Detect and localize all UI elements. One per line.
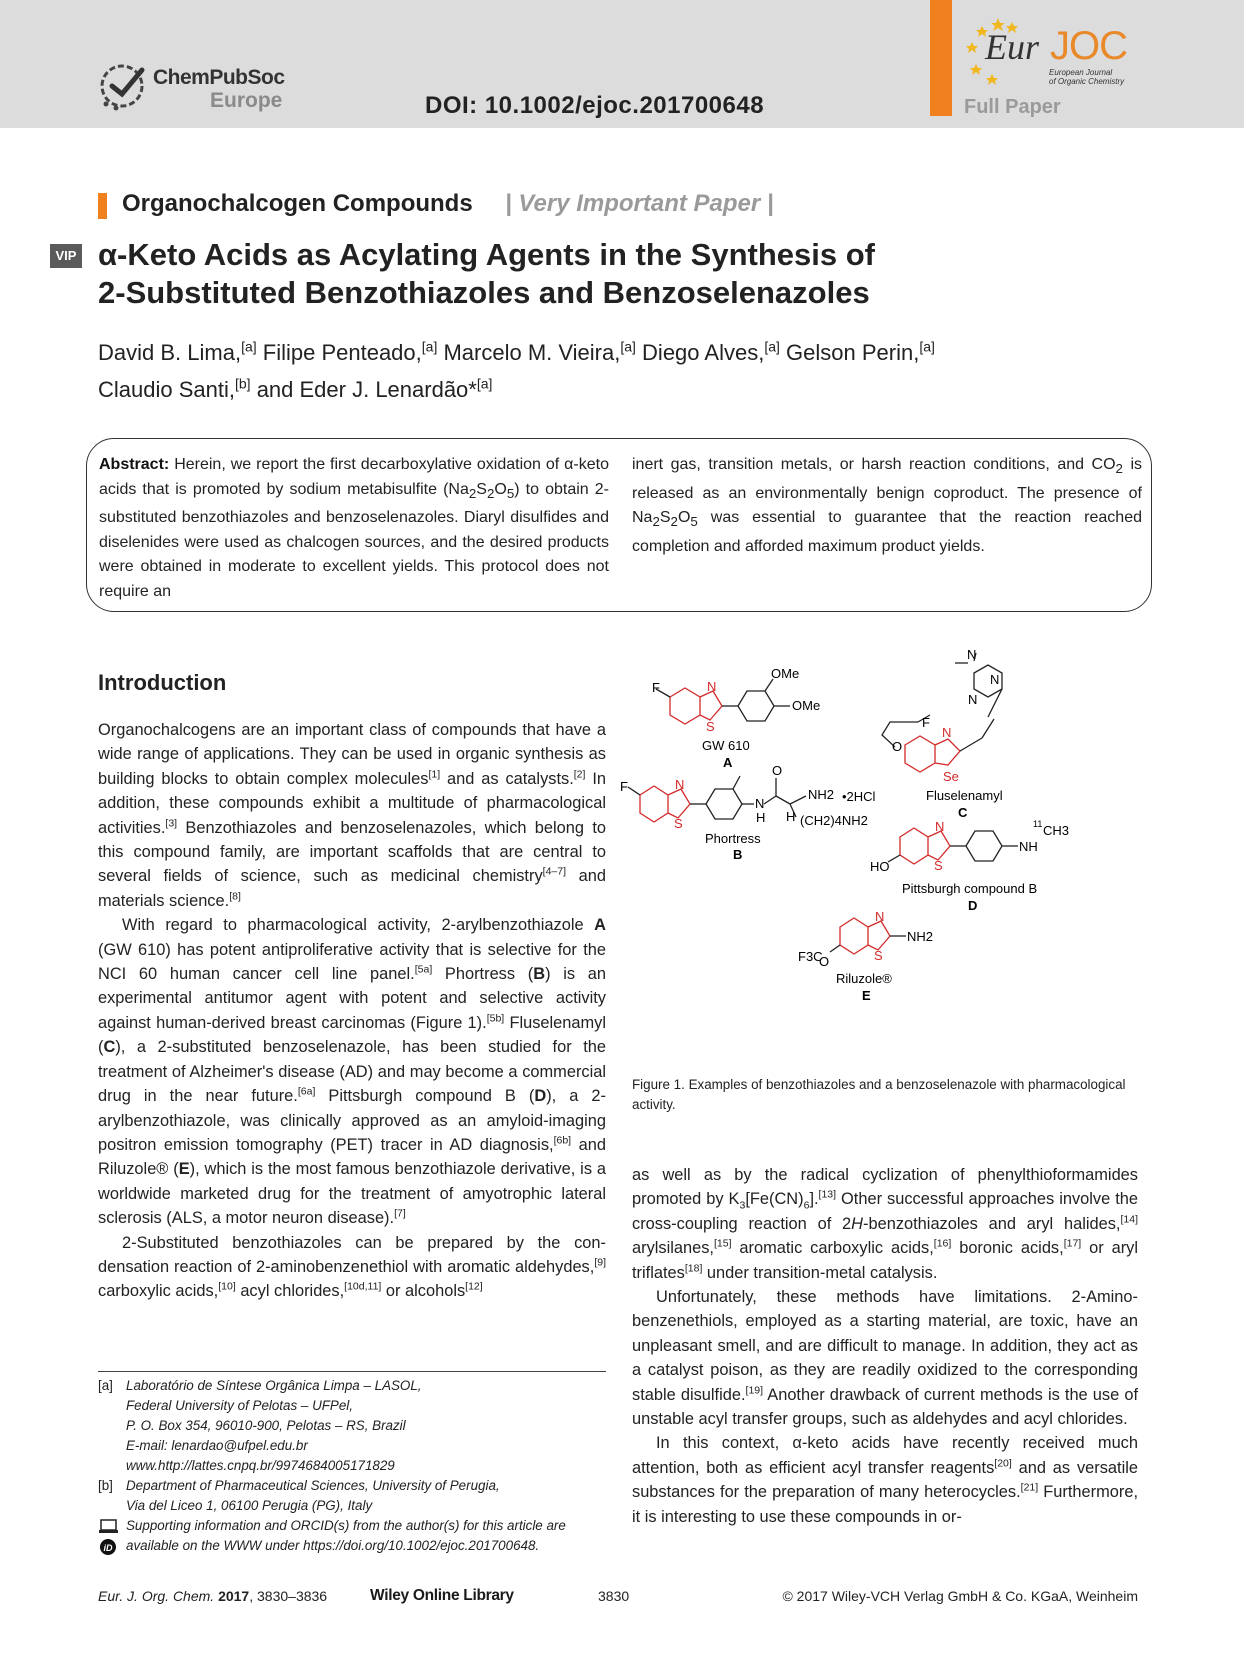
citation[interactable]: [21] — [1020, 1481, 1039, 1494]
compound-name: Fluselenamyl — [926, 788, 1003, 803]
citation[interactable]: [16] — [933, 1237, 952, 1250]
logo-subtitle: European Journal of Organic Chemistry — [1049, 68, 1125, 86]
lattes-link[interactable]: www.http://lattes.cnpq.br/9974684005171829 — [126, 1458, 395, 1473]
atom-label: H — [756, 810, 766, 825]
compound-e-structure — [830, 918, 906, 954]
atom-label: F — [922, 715, 930, 730]
author-list — [98, 332, 1098, 405]
category-marker — [98, 193, 107, 219]
paragraph: Organochalcogens are an important class of compounds that have a wide range of applications. They can be used in organic synthesis as building blocks to obtain complex molecules[1] and as catalysts.[2] In addition, these compounds exhibit a multitude of pharmacological activities.[3] Benzothiazoles and benzoselenazoles, which belong to this compound family, are important scaffolds that are central to several fields of science, such as medicinal chemistry[4–7] and materials science.[8] — [98, 721, 606, 910]
article-title: α-Keto Acids as Acylating Agents in the Synthesis of 2-Substituted Benzothiazoles and Benzoselenazoles — [98, 237, 875, 310]
citation[interactable]: [20] — [994, 1457, 1012, 1470]
atom-label: S — [674, 816, 683, 831]
atom-label: N — [967, 647, 977, 662]
citation[interactable]: [10d,11] — [344, 1280, 382, 1293]
article-type: Full Paper — [964, 96, 1061, 118]
logo-eur: Eur — [985, 27, 1039, 67]
compound-letter: B — [733, 847, 743, 862]
atom-label: (CH2)4NH2 — [800, 813, 868, 828]
citation[interactable]: [18] — [684, 1262, 703, 1275]
citation[interactable]: [4–7] — [542, 865, 567, 878]
laptop-orcid-icon — [98, 1518, 120, 1556]
compound-letter: C — [958, 805, 968, 820]
paragraph: 2-Substituted benzothiazoles can be prepared by the condensation reaction of 2-aminobenzenethiol with aromatic aldehydes,[9] carboxylic acids,[10] acyl chlorides,[10d,11] or alcohols[12] — [98, 1233, 606, 1301]
citation[interactable]: [15] — [714, 1237, 732, 1250]
compound-letter: A — [723, 755, 733, 770]
citation[interactable]: [17] — [1063, 1237, 1082, 1250]
vip-label: | Very Important Paper | — [505, 190, 774, 217]
body-left-column — [98, 718, 606, 1304]
citation[interactable]: [2] — [573, 768, 586, 781]
category-label: Organochalcogen Compounds — [122, 190, 473, 217]
supporting-info: iD Supporting information and ORCID(s) from the author(s) for this article are available on the WWW under https://doi.org/10.1002/ejoc.201700648. — [98, 1516, 606, 1556]
copyright: © 2017 Wiley-VCH Verlag GmbH & Co. KGaA, Weinheim — [782, 1588, 1138, 1604]
atom-label: N — [707, 679, 717, 694]
compound-letter: D — [968, 898, 978, 913]
author[interactable]: Filipe Penteado,[a] — [262, 339, 438, 366]
atom-label: CH3 — [1043, 823, 1070, 838]
ejoc-logo — [960, 14, 1160, 94]
citation[interactable]: [14] — [1120, 1213, 1138, 1226]
si-link[interactable]: available on the WWW under https://doi.org/10.1002/ejoc.201700648. — [126, 1538, 540, 1553]
abstract-label: Abstract: — [99, 456, 170, 473]
author[interactable]: and Eder J. Lenardão*[a] — [256, 375, 493, 402]
atom-label: O — [819, 954, 830, 969]
atom-label: S — [706, 719, 715, 734]
accent-bar — [930, 0, 952, 116]
abstract-left: Abstract: Herein, we report the first decarboxylative oxidation of α-keto acids that is promoted by sodium metabisulfite $(Na_2S_2O_5)$ to obtain 2-substituted benzothiazoles and benzoselenazoles. Diaryl disulfides and diselenides were used as chalcogen sources, and the desired products were obtained in moderate to excellent yields. This protocol does not require an — [99, 456, 609, 600]
atom-label: NH2 — [808, 787, 835, 802]
atom-label: N — [968, 692, 978, 707]
vip-badge: VIP — [50, 244, 82, 268]
citation[interactable]: [5b] — [486, 1012, 505, 1025]
atom-label: N — [942, 725, 952, 740]
paragraph: In this context, α-keto acids have recently received much attention, both as efficient acyl transfer reagents[20] and as versatile substances for the preparation of many heterocycles.[21] Furthermore, it is interesting to use these compounds in or- — [632, 1434, 1138, 1526]
compound-c-structure — [882, 653, 1002, 772]
citation[interactable]: [6b] — [553, 1134, 572, 1147]
author[interactable]: Claudio Santi,[b] — [98, 375, 251, 402]
svg-text:iD: iD — [103, 1543, 113, 1553]
atom-label: F3C — [798, 949, 823, 964]
citation[interactable]: [13] — [818, 1188, 837, 1201]
atom-label: N — [755, 796, 765, 811]
publisher-name: ChemPubSoc — [153, 66, 285, 89]
doi-link[interactable]: DOI: 10.1002/ejoc.201700648 — [425, 92, 765, 119]
citation[interactable]: [1] — [428, 768, 441, 781]
atom-label: N — [935, 819, 945, 834]
footnote-divider — [98, 1371, 606, 1372]
chempubsoc-star-icon — [98, 60, 152, 112]
citation[interactable]: [6a] — [297, 1085, 316, 1098]
atom-label: NH — [1019, 839, 1038, 854]
publisher-region: Europe — [210, 89, 283, 112]
structures-svg — [620, 647, 1140, 1065]
atom-label: NH2 — [907, 929, 934, 944]
author[interactable]: David B. Lima,[a] — [98, 339, 257, 366]
author[interactable]: Marcelo M. Vieira,[a] — [443, 339, 636, 366]
abstract-right: inert gas, transition metals, or harsh reaction conditions, and $CO_2$ is released as an environmentally benign coproduct. The presence of $Na_2S_2O_5$ was essential to guarantee that the reaction reached completion and afforded maximum product yields. — [632, 456, 1143, 555]
author[interactable]: Diego Alves,[a] — [642, 339, 780, 366]
atom-label: HO — [870, 859, 890, 874]
logo-joc: JOC — [1050, 24, 1127, 68]
citation[interactable]: [12] — [465, 1280, 483, 1293]
paragraph: Unfortunately, these methods have limitations. 2-Aminobenzenethiols, employed as a starting material, are toxic, have an unpleasant smell, and are difficult to manage. In addition, they act as a catalyst poison, as they are readily oxidized to the corresponding stable disulfide.[19] Another drawback of current methods is the use of unstable acyl transfer groups, such as aldehydes and acyl chlorides. — [632, 1288, 1138, 1429]
journal-citation: Eur. J. Org. Chem. 2017, 3830–3836 — [98, 1588, 328, 1604]
paragraph: as well as by the radical cyclization of phenylthioformamides promoted by $K_3[Fe(CN)_6].[13]$ Other successful approaches involve the cross-coupling reaction of 2H-benzothiazoles and aryl halides,[14] arylsilanes,[15] aromatic carboxylic acids,[16] boronic acids,[17] or aryl triflates[18] under transition-metal catalysis. — [632, 1166, 1139, 1282]
compound-name: GW 610 — [702, 738, 750, 753]
atom-label: OMe — [792, 698, 821, 713]
compound-a-structure — [656, 679, 790, 724]
citation[interactable]: [3] — [165, 817, 178, 830]
atom-label: S — [874, 948, 883, 963]
compound-name: Riluzole® — [836, 971, 892, 986]
figure-1 — [620, 647, 1140, 1065]
paragraph: With regard to pharmacological activity, 2-arylbenzothiazole A (GW 610) has potent antiproliferative activity that is selective for the NCI 60 human cancer cell line panel.[5a] Phortress (B) is an experimental antitumor agent with potent and selective activity against human-derived breast carcinomas (Figure 1).[5b] Fluselenamyl (C), a 2-substituted benzoselenazole, has been studied for the treatment of Alzheimer's disease (AD) and may become a commercial drug in the near future.[6a] Pittsburgh compound B (D), a 2-arylbenzothiazole, was clinically approved as an amyloid-imaging positron emission tomography (PET) tracer in AD diagnosis,[6b] and Riluzole® (E), which is the most famous benzothiazole derivative, is a worldwide marketed drug for the treatment of amyotrophic lateral sclerosis (ALS, a motor neuron disease).[7] — [98, 916, 607, 1228]
atom-label: 11 — [1033, 819, 1043, 829]
affiliations — [98, 1376, 606, 1556]
citation[interactable]: [8] — [229, 890, 241, 903]
atom-label: Se — [943, 769, 959, 784]
affiliation-a: [a] Laboratório de Síntese Orgânica Limpa – LASOL, Federal University of Pelotas – UFPel, P. O. Box 354, 96010-900, Pelotas – RS, Brazil E-mail: lenardao@ufpel.edu.br www.http://lattes.cnpq.br/9974684005171829 — [98, 1376, 606, 1476]
citation[interactable]: [10] — [218, 1280, 236, 1293]
citation[interactable]: [19] — [745, 1384, 764, 1397]
affiliation-b: [b] Department of Pharmaceutical Sciences, University of Perugia, Via del Liceo 1, 06100 Perugia (PG), Italy — [98, 1478, 500, 1513]
citation[interactable]: [5a] — [414, 963, 433, 976]
citation[interactable]: [9] — [594, 1256, 606, 1269]
section-heading: Introduction — [98, 670, 227, 695]
atom-label: F — [652, 680, 660, 695]
page-number: 3830 — [598, 1588, 630, 1604]
email-link[interactable]: E-mail: lenardao@ufpel.edu.br — [126, 1438, 308, 1453]
compound-d-structure — [888, 828, 1018, 864]
chempubsoc-logo — [98, 60, 288, 120]
wiley-online-library-link[interactable]: Wiley Online Library — [370, 1587, 514, 1604]
compound-b-structure — [628, 776, 806, 822]
compound-letter: E — [862, 988, 871, 1003]
atom-label: O — [772, 763, 783, 778]
page-header — [0, 0, 1244, 128]
compound-name: Pittsburgh compound B — [902, 881, 1038, 896]
atom-label: S — [934, 858, 943, 873]
atom-label: O — [892, 739, 903, 754]
figure-caption: Figure 1. Examples of benzothiazoles and a benzoselenazole with pharmacological activity. — [632, 1077, 1126, 1112]
atom-label: H — [786, 809, 796, 824]
page-footer — [98, 1588, 1138, 1612]
compound-name: Phortress — [705, 831, 761, 846]
atom-label: N — [875, 909, 885, 924]
atom-label: F — [620, 779, 628, 794]
atom-label: N — [990, 672, 1000, 687]
atom-label: OMe — [771, 666, 800, 681]
abstract-box — [86, 438, 1152, 612]
atom-label: N — [675, 777, 685, 792]
citation[interactable]: [7] — [394, 1207, 406, 1220]
author[interactable]: Gelson Perin,[a] — [786, 339, 935, 366]
body-right-column — [632, 1163, 1138, 1529]
atom-label: •2HCl — [842, 789, 876, 804]
